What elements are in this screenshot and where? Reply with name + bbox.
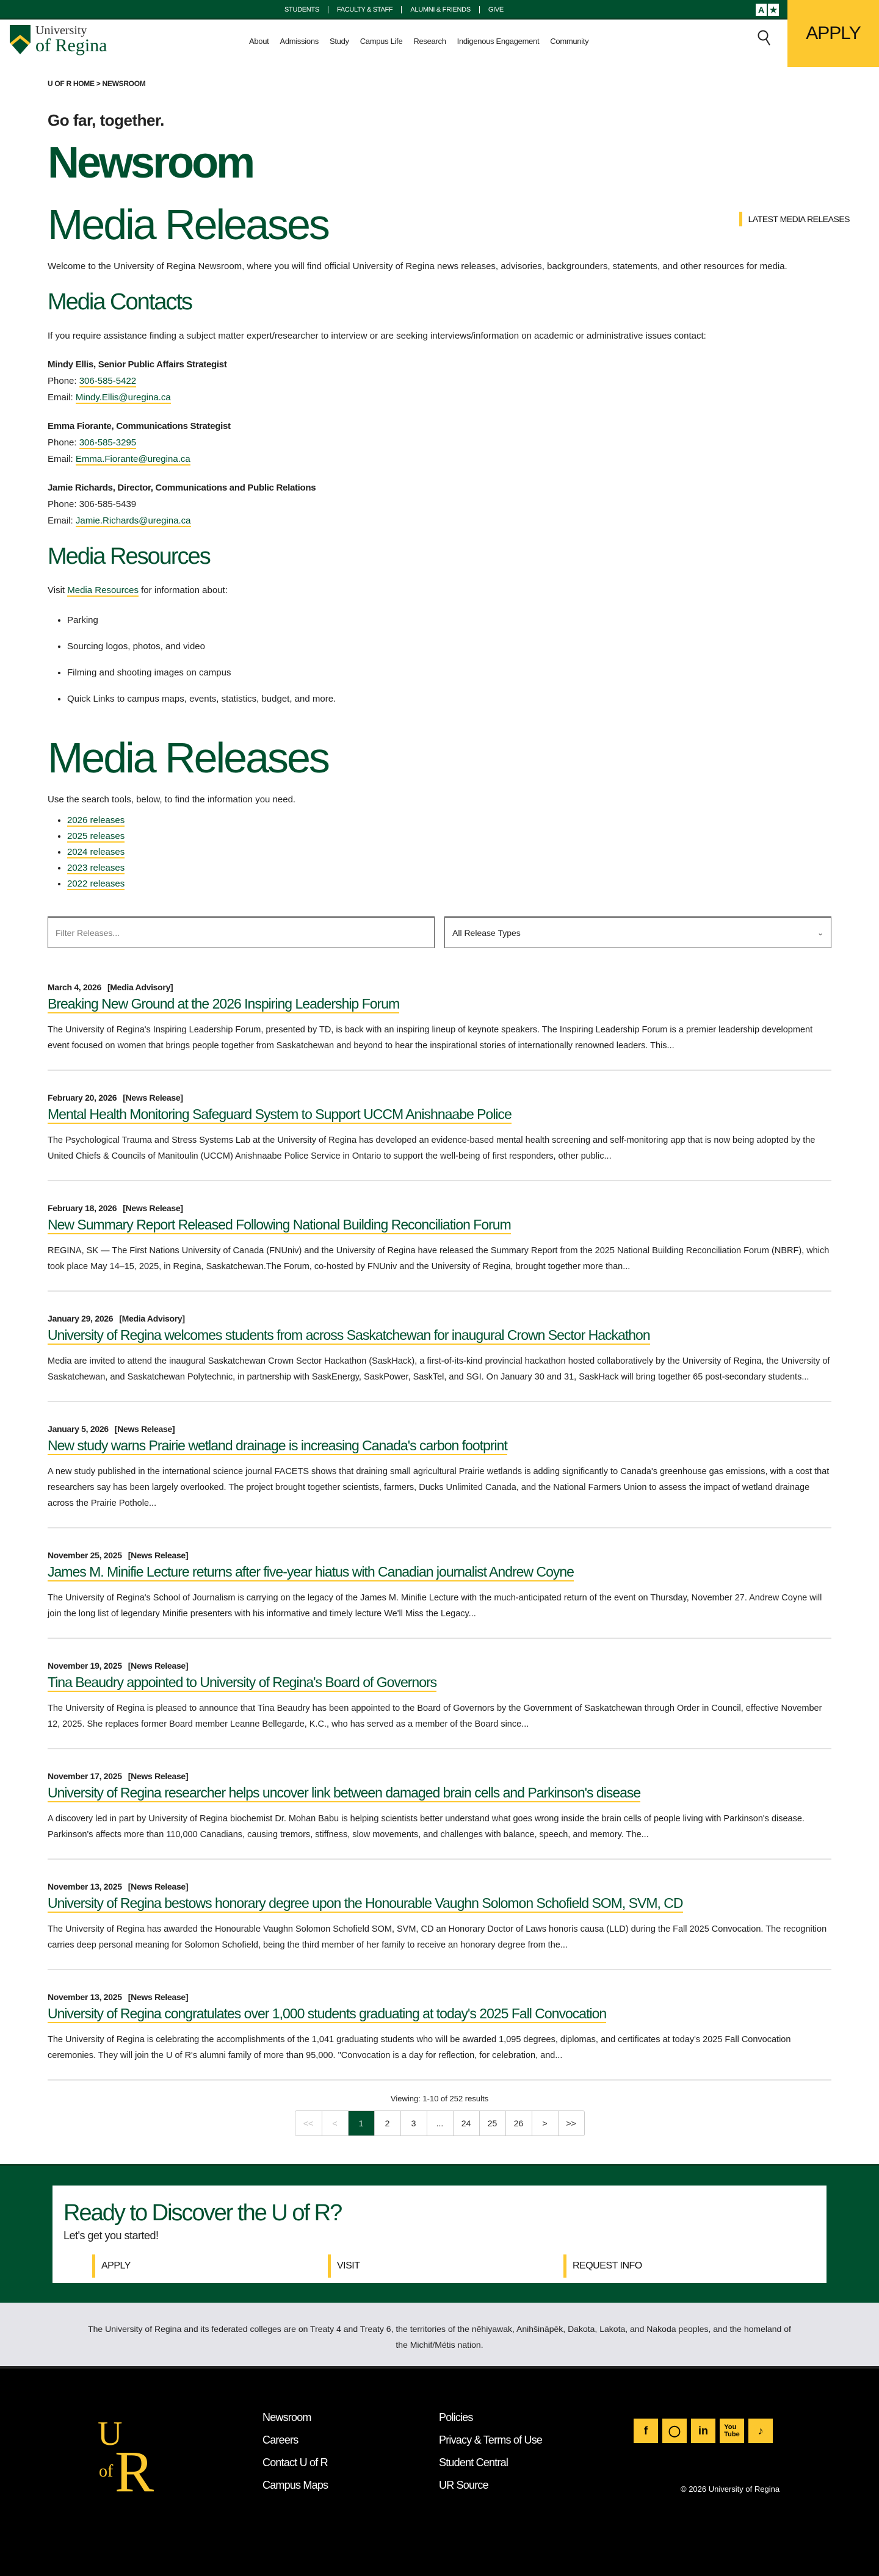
release-type: [News Release] [128, 1992, 189, 2002]
contact-card [48, 418, 831, 467]
cta-section [0, 2164, 879, 2303]
nav-campus-life[interactable]: Campus Life [360, 37, 403, 46]
cta-apply-link[interactable]: APPLY [92, 2254, 328, 2278]
release-date: November 19, 2025 [48, 1661, 122, 1671]
tiktok-icon[interactable]: ♪ [748, 2419, 773, 2443]
release-item [48, 1084, 831, 1181]
year-link-2025[interactable]: 2025 releases [67, 831, 125, 841]
footer-link-ur-source[interactable]: UR Source [439, 2479, 488, 2491]
nav-admissions[interactable]: Admissions [280, 37, 319, 46]
pagination [48, 2094, 831, 2136]
apply-button[interactable]: APPLY [787, 0, 879, 67]
filter-releases-input[interactable] [48, 916, 435, 948]
release-title-link[interactable]: New Summary Report Released Following National Building Reconciliation Forum [48, 1217, 511, 1234]
copyright: © 2026 University of Regina [681, 2484, 780, 2494]
release-type: [News Release] [123, 1093, 183, 1103]
release-date: January 5, 2026 [48, 1424, 109, 1434]
page-button[interactable]: 24 [453, 2111, 479, 2135]
cta-visit-link[interactable]: VISIT [328, 2254, 563, 2278]
breadcrumb-separator: > [96, 79, 101, 88]
audience-links [276, 0, 512, 20]
text-size-icon[interactable]: A [756, 4, 767, 16]
accessibility-icon[interactable]: ★ [768, 4, 779, 16]
release-date: November 17, 2025 [48, 1771, 122, 1781]
year-link-2026[interactable]: 2026 releases [67, 815, 125, 826]
footer-link-careers[interactable]: Careers [262, 2434, 298, 2446]
page-button[interactable]: 26 [505, 2111, 532, 2135]
release-excerpt: A discovery led in part by University of Regina biochemist Dr. Mohan Babu is helping scientists better understand what goes wrong inside the brain cells of people living with Parkinson's disease. Parkinson's affects more than 110,000 Canadians, causing tremors, stiffness, slow movements, and challenges with balance, speech, and memory. The... [48, 1814, 805, 1840]
email-label: Email: [48, 454, 73, 464]
contact-name: Jamie Richards, Director, Communications and Public Relations [48, 483, 316, 493]
pager [295, 2110, 585, 2136]
release-type: [News Release] [114, 1424, 175, 1434]
nav-study[interactable]: Study [329, 37, 349, 46]
cta-request-info-link[interactable]: REQUEST INFO [563, 2254, 799, 2278]
list-item: • Parking [67, 607, 831, 633]
phone-label: Phone: [48, 376, 77, 386]
release-date: November 13, 2025 [48, 1882, 122, 1891]
contacts-intro: If you require assistance finding a subject matter expert/researcher to interview or are seeking interviews/information on academic or administrative issues contact: [48, 331, 706, 341]
logo-line-2: of Regina [35, 35, 107, 56]
release-excerpt: The University of Regina is celebrating the accomplishments of the 1,041 graduating students who will be awarded 1,095 degrees, diplomas, and certificates at today's 2025 Fall Convocation ceremonies. They will join the U of R's alumni family of more than 95,000. "Convocation is a day for reflection, for celebration, and... [48, 2035, 791, 2060]
latest-media-releases-link[interactable]: LATEST MEDIA RELEASES [739, 212, 850, 226]
page-button[interactable]: > [532, 2111, 558, 2135]
release-excerpt: The University of Regina has awarded the Honourable Vaughn Solomon Schofield SOM, SVM, CD an Honorary Doctor of Laws honoris causa (LLD) during the Fall 2025 Convocation. The recognition carries deep personal meaning for Solomon Schofield, being the third member of her family to receive an honorary degree from the... [48, 1924, 827, 1950]
release-title-link[interactable]: University of Regina bestows honorary degree upon the Honourable Vaughn Solomon Schofield SOM, SVM, CD [48, 1895, 683, 1913]
release-date: January 29, 2026 [48, 1314, 114, 1323]
media-resources-link[interactable]: Media Resources [67, 585, 139, 595]
release-type: [News Release] [128, 1550, 189, 1560]
footer-link-campus-maps[interactable]: Campus Maps [262, 2479, 328, 2491]
release-excerpt: REGINA, SK — The First Nations University of Canada (FNUniv) and the University of Regina have released the Summary Report from the 2025 National Building Reconciliation Forum (NBRF), which took place May 14–15, 2025, in Regina, Saskatchewan.The Forum, co-hosted by FNUniv and the University of Regina, brought together more than... [48, 1246, 830, 1272]
page-button[interactable]: 3 [400, 2111, 427, 2135]
contact-card [48, 480, 831, 529]
tagline: Go far, together. [48, 111, 164, 129]
footer-link-newsroom[interactable]: Newsroom [262, 2411, 311, 2423]
email-label: Email: [48, 392, 73, 403]
nav-about[interactable]: About [249, 37, 269, 46]
logo-line-1: University [35, 24, 87, 37]
university-logo[interactable] [10, 24, 107, 55]
page-button: < [322, 2111, 348, 2135]
contact-email[interactable]: Emma.Fiorante@uregina.ca [75, 454, 190, 464]
release-title-link[interactable]: University of Regina welcomes students from across Saskatchewan for inaugural Crown Sector Hackathon [48, 1327, 650, 1345]
resources-pre: Visit [48, 585, 65, 595]
contact-card [48, 356, 831, 406]
release-item [48, 1416, 831, 1528]
site-footer: U of R Newsroom Careers Contact U of R Campus Maps Policies Privacy & Terms of Use Student Central UR Source f ◯ in You Tube ♪ © 2026 University of Regina [0, 2366, 879, 2576]
breadcrumb-current: NEWSROOM [102, 79, 146, 88]
release-date: February 20, 2026 [48, 1093, 117, 1103]
contact-list [48, 356, 831, 529]
footer-link-contact[interactable]: Contact U of R [262, 2456, 328, 2469]
utility-bar [0, 0, 879, 20]
release-item [48, 1542, 831, 1639]
year-link-2024[interactable]: 2024 releases [67, 847, 125, 857]
cta-box [52, 2186, 827, 2283]
top-link-faculty-staff[interactable]: FACULTY & STAFF [328, 6, 401, 13]
linkedin-icon[interactable]: in [691, 2419, 715, 2443]
page-button-current[interactable]: 1 [348, 2111, 374, 2135]
cta-subheading: Let's get you started! [63, 2229, 159, 2242]
release-excerpt: The University of Regina's Inspiring Leadership Forum, presented by TD, is back with an inspiring lineup of keynote speakers. The Inspiring Leadership Forum is a premier leadership development event focused on women that brings people together from Saskatchewan and beyond to hear the inspirational stories of internationally renowned leaders. This... [48, 1025, 813, 1051]
contact-phone[interactable]: 306-585-5422 [79, 376, 137, 386]
year-link-2023[interactable]: 2023 releases [67, 863, 125, 873]
footer-link-student-central[interactable]: Student Central [439, 2456, 508, 2469]
release-type: [Media Advisory] [119, 1314, 185, 1323]
results-count: Viewing: 1-10 of 252 results [390, 2094, 489, 2103]
contact-name: Emma Fiorante, Communications Strategist [48, 421, 231, 431]
page-button[interactable]: 2 [374, 2111, 400, 2135]
release-type: [News Release] [128, 1661, 189, 1671]
release-type: [Media Advisory] [107, 982, 173, 992]
release-filters [48, 916, 831, 948]
phone-label: Phone: [48, 437, 77, 448]
main-content [0, 79, 879, 2136]
release-item [48, 974, 831, 1071]
release-type: [News Release] [123, 1203, 183, 1213]
resources-post: for information about: [141, 585, 228, 595]
release-type-value: All Release Types [452, 927, 521, 938]
cta-heading: Ready to Discover the U of R? [63, 2200, 342, 2226]
nav-research[interactable]: Research [413, 37, 446, 46]
list-item: • Quick Links to campus maps, events, statistics, budget, and more. [67, 686, 831, 712]
footer-links-col-2 [439, 2411, 542, 2492]
footer-link-policies[interactable]: Policies [439, 2411, 473, 2423]
breadcrumb-home[interactable]: U OF R HOME [48, 79, 95, 88]
top-link-give[interactable]: GIVE [479, 6, 512, 13]
page-button[interactable]: 25 [479, 2111, 505, 2135]
release-title-link[interactable]: University of Regina congratulates over 1,000 students graduating at today's 2025 Fall Convocation [48, 2006, 606, 2023]
media-releases-heading: Media Releases [48, 734, 328, 782]
release-title-link[interactable]: University of Regina researcher helps uncover link between damaged brain cells and Parkinson's disease [48, 1785, 640, 1802]
release-type: [News Release] [128, 1882, 189, 1891]
release-title-link[interactable]: James M. Minifie Lecture returns after five-year hiatus with Canadian journalist Andrew Coyne [48, 1564, 574, 1581]
list-item: • Filming and shooting images on campus [67, 660, 831, 686]
accessibility-tools[interactable] [756, 4, 779, 16]
page-button: << [303, 2118, 314, 2128]
search-icon[interactable] [757, 29, 772, 46]
release-item [48, 1873, 831, 1970]
email-label: Email: [48, 516, 73, 526]
shield-icon [10, 25, 31, 54]
release-excerpt: The Psychological Trauma and Stress Systems Lab at the University of Regina has developed an evidence-based mental health screening and self-monitoring app that is now being adopted by the United Chiefs & Councils of Manitoulin (UCCM) Anishnaabe Police Service in Ontario to support the well-being of first responders, other public... [48, 1135, 816, 1161]
page-title: Newsroom [48, 139, 253, 187]
nav-indigenous-engagement[interactable]: Indigenous Engagement [457, 37, 540, 46]
facebook-icon[interactable]: f [634, 2419, 658, 2443]
list-item: • Sourcing logos, photos, and video [67, 633, 831, 660]
release-item [48, 1652, 831, 1749]
resources-intro [48, 582, 831, 599]
nav-community[interactable]: Community [550, 37, 589, 46]
year-link-2022[interactable]: 2022 releases [67, 879, 125, 889]
media-resources-heading: Media Resources [48, 544, 210, 569]
release-item [48, 1195, 831, 1292]
breadcrumb [48, 79, 831, 88]
release-date: November 13, 2025 [48, 1992, 122, 2002]
chevron-down-icon: ⌄ [817, 928, 823, 937]
release-date: March 4, 2026 [48, 982, 101, 992]
contact-email[interactable]: Mindy.Ellis@uregina.ca [75, 392, 171, 403]
contact-phone: 306-585-5439 [79, 499, 137, 509]
release-type-select[interactable] [444, 916, 831, 948]
release-type: [News Release] [128, 1771, 189, 1781]
release-date: February 18, 2026 [48, 1203, 117, 1213]
release-item [48, 1763, 831, 1860]
release-item [48, 1305, 831, 1402]
releases-intro: Use the search tools, below, to find the information you need. [48, 794, 296, 805]
release-title-link[interactable]: Tina Beaudry appointed to University of Regina's Board of Governors [48, 1674, 436, 1692]
intro-text: Welcome to the University of Regina Newsroom, where you will find official University of Regina news releases, advisories, backgrounders, statements, and other resources for media. [48, 261, 787, 272]
release-excerpt: A new study published in the international science journal FACETS shows that draining small agricultural Prairie wetlands is adding significantly to Canada's greenhouse gas emissions, with a cost that researchers say has been largely overlooked. The project brought together scientists, farmers, Ducks Unlimited Canada, and the National Farmers Union to assess the impact of wetland drainage across the Prairie Pothole... [48, 1467, 830, 1508]
social-links [634, 2419, 773, 2443]
footer-link-privacy[interactable]: Privacy & Terms of Use [439, 2434, 543, 2446]
section-title: Media Releases [48, 201, 328, 248]
release-title-link[interactable]: Breaking New Ground at the 2026 Inspiring Leadership Forum [48, 996, 399, 1013]
phone-label: Phone: [48, 499, 77, 509]
contact-name: Mindy Ellis, Senior Public Affairs Strategist [48, 359, 227, 370]
contact-email[interactable]: Jamie.Richards@uregina.ca [75, 516, 191, 526]
release-list [48, 974, 831, 2081]
site-header [0, 20, 879, 67]
page-button[interactable]: >> [558, 2111, 584, 2135]
year-links [67, 813, 831, 892]
top-link-students[interactable]: STUDENTS [284, 6, 319, 13]
release-excerpt: The University of Regina's School of Journalism is carrying on the legacy of the James M. Minifie Lecture with the much-anticipated return of the event on Thursday, November 27. Andrew Coyne will join the long list of legendary Minifie presenters with his informative and timely lecture We'll Miss the Legacy... [48, 1593, 822, 1619]
release-date: November 25, 2025 [48, 1550, 122, 1560]
youtube-icon[interactable]: You Tube [720, 2419, 744, 2443]
main-nav [249, 37, 599, 46]
release-title-link[interactable]: Mental Health Monitoring Safeguard System to Support UCCM Anishnaabe Police [48, 1106, 512, 1124]
release-item [48, 1984, 831, 2081]
contact-phone[interactable]: 306-585-3295 [79, 437, 137, 448]
media-contacts-heading: Media Contacts [48, 289, 192, 315]
page-button: ... [427, 2111, 453, 2135]
footer-links-col-1 [262, 2411, 328, 2492]
top-link-alumni-friends[interactable]: ALUMNI & FRIENDS [401, 6, 479, 13]
land-acknowledgement: The University of Regina and its federated colleges are on Treaty 4 and Treaty 6, the territories of the nêhiyawak, Anihšināpēk, Dakota, Lakota, and Nakoda peoples, and the homeland of the Michif/Métis nation. [0, 2303, 879, 2366]
release-excerpt: Media are invited to attend the inaugural Saskatchewan Crown Sector Hackathon (SaskHack), a first-of-its-kind provincial hackathon hosted collaboratively by the University of Regina, the University of Saskatchewan, and Saskatchewan Polytechnic, in partnership with SaskEnergy, SaskPower, SaskTel, and SGI. On January 30 and 31, SaskHack will bring together 65 post-secondary students... [48, 1356, 830, 1382]
instagram-icon[interactable]: ◯ [662, 2419, 687, 2443]
release-excerpt: The University of Regina is pleased to announce that Tina Beaudry has been appointed to the Board of Governors by the Government of Saskatchewan through Order in Council, effective November 12, 2025. She replaces former Board member Leanne Bellegarde, K.C., who has served as a member of the Board since... [48, 1704, 822, 1729]
resources-list [67, 607, 831, 712]
release-title-link[interactable]: New study warns Prairie wetland drainage is increasing Canada's carbon footprint [48, 1437, 507, 1455]
